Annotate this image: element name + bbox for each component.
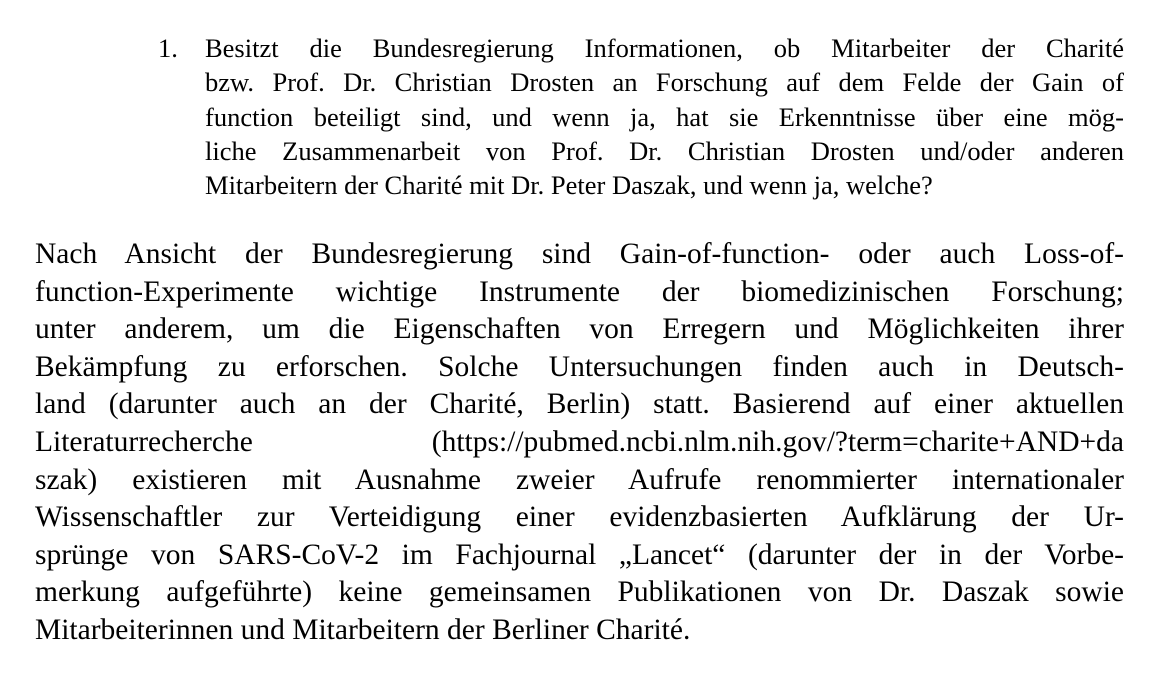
answer-line: Nach Ansicht der Bundesregierung sind Gain-of-function- oder auch Loss-of-	[35, 238, 1124, 270]
question-line: bzw. Prof. Dr. Christian Drosten an Forschung auf dem Felde der Gain of	[205, 67, 1124, 98]
answer-line: Mitarbeiterinnen und Mitarbeitern der Berliner Charité.	[35, 613, 691, 646]
answer-line: function-Experimente wichtige Instrumente der biomedizinischen Forschung;	[35, 275, 1124, 308]
answer-line: Wissenschaftler zur Verteidigung einer evidenzbasierten Aufklärung der Ur-	[35, 501, 1124, 534]
question-line: Besitzt die Bundesregierung Informationen, ob Mitarbeiter der Charité	[205, 33, 1124, 63]
answer-line: szak) existieren mit Ausnahme zweier Aufrufe renommierter internationaler	[35, 463, 1124, 496]
answer-line: Bekämpfung zu erforschen. Solche Untersuchungen finden auch in Deutsch-	[35, 350, 1124, 383]
question-line: function beteiligt sind, und wenn ja, hat sie Erkenntnisse über eine mög-	[205, 101, 1124, 132]
question-line: Mitarbeitern der Charité mit Dr. Peter Daszak, und wenn ja, welche?	[205, 170, 933, 201]
question-line: liche Zusammenarbeit von Prof. Dr. Christian Drosten und/oder anderen	[205, 135, 1124, 166]
question-text	[205, 31, 1124, 202]
answer-line: merkung aufgeführte) keine gemeinsamen Publikationen von Dr. Daszak sowie	[35, 576, 1124, 609]
question-number: 1.	[158, 33, 178, 63]
answer-line: sprünge von SARS-CoV-2 im Fachjournal „Lancet“ (darunter der in der Vorbe-	[35, 538, 1124, 571]
answer-line: unter anderem, um die Eigenschaften von Erregern und Möglichkeiten ihrer	[35, 313, 1124, 346]
answer-line: land (darunter auch an der Charité, Berlin) statt. Basierend auf einer aktuellen	[35, 388, 1124, 421]
answer-paragraph	[35, 236, 1124, 650]
answer-line: Literaturrecherche (https://pubmed.ncbi.nlm.nih.gov/?term=charite+AND+da	[35, 425, 1124, 458]
